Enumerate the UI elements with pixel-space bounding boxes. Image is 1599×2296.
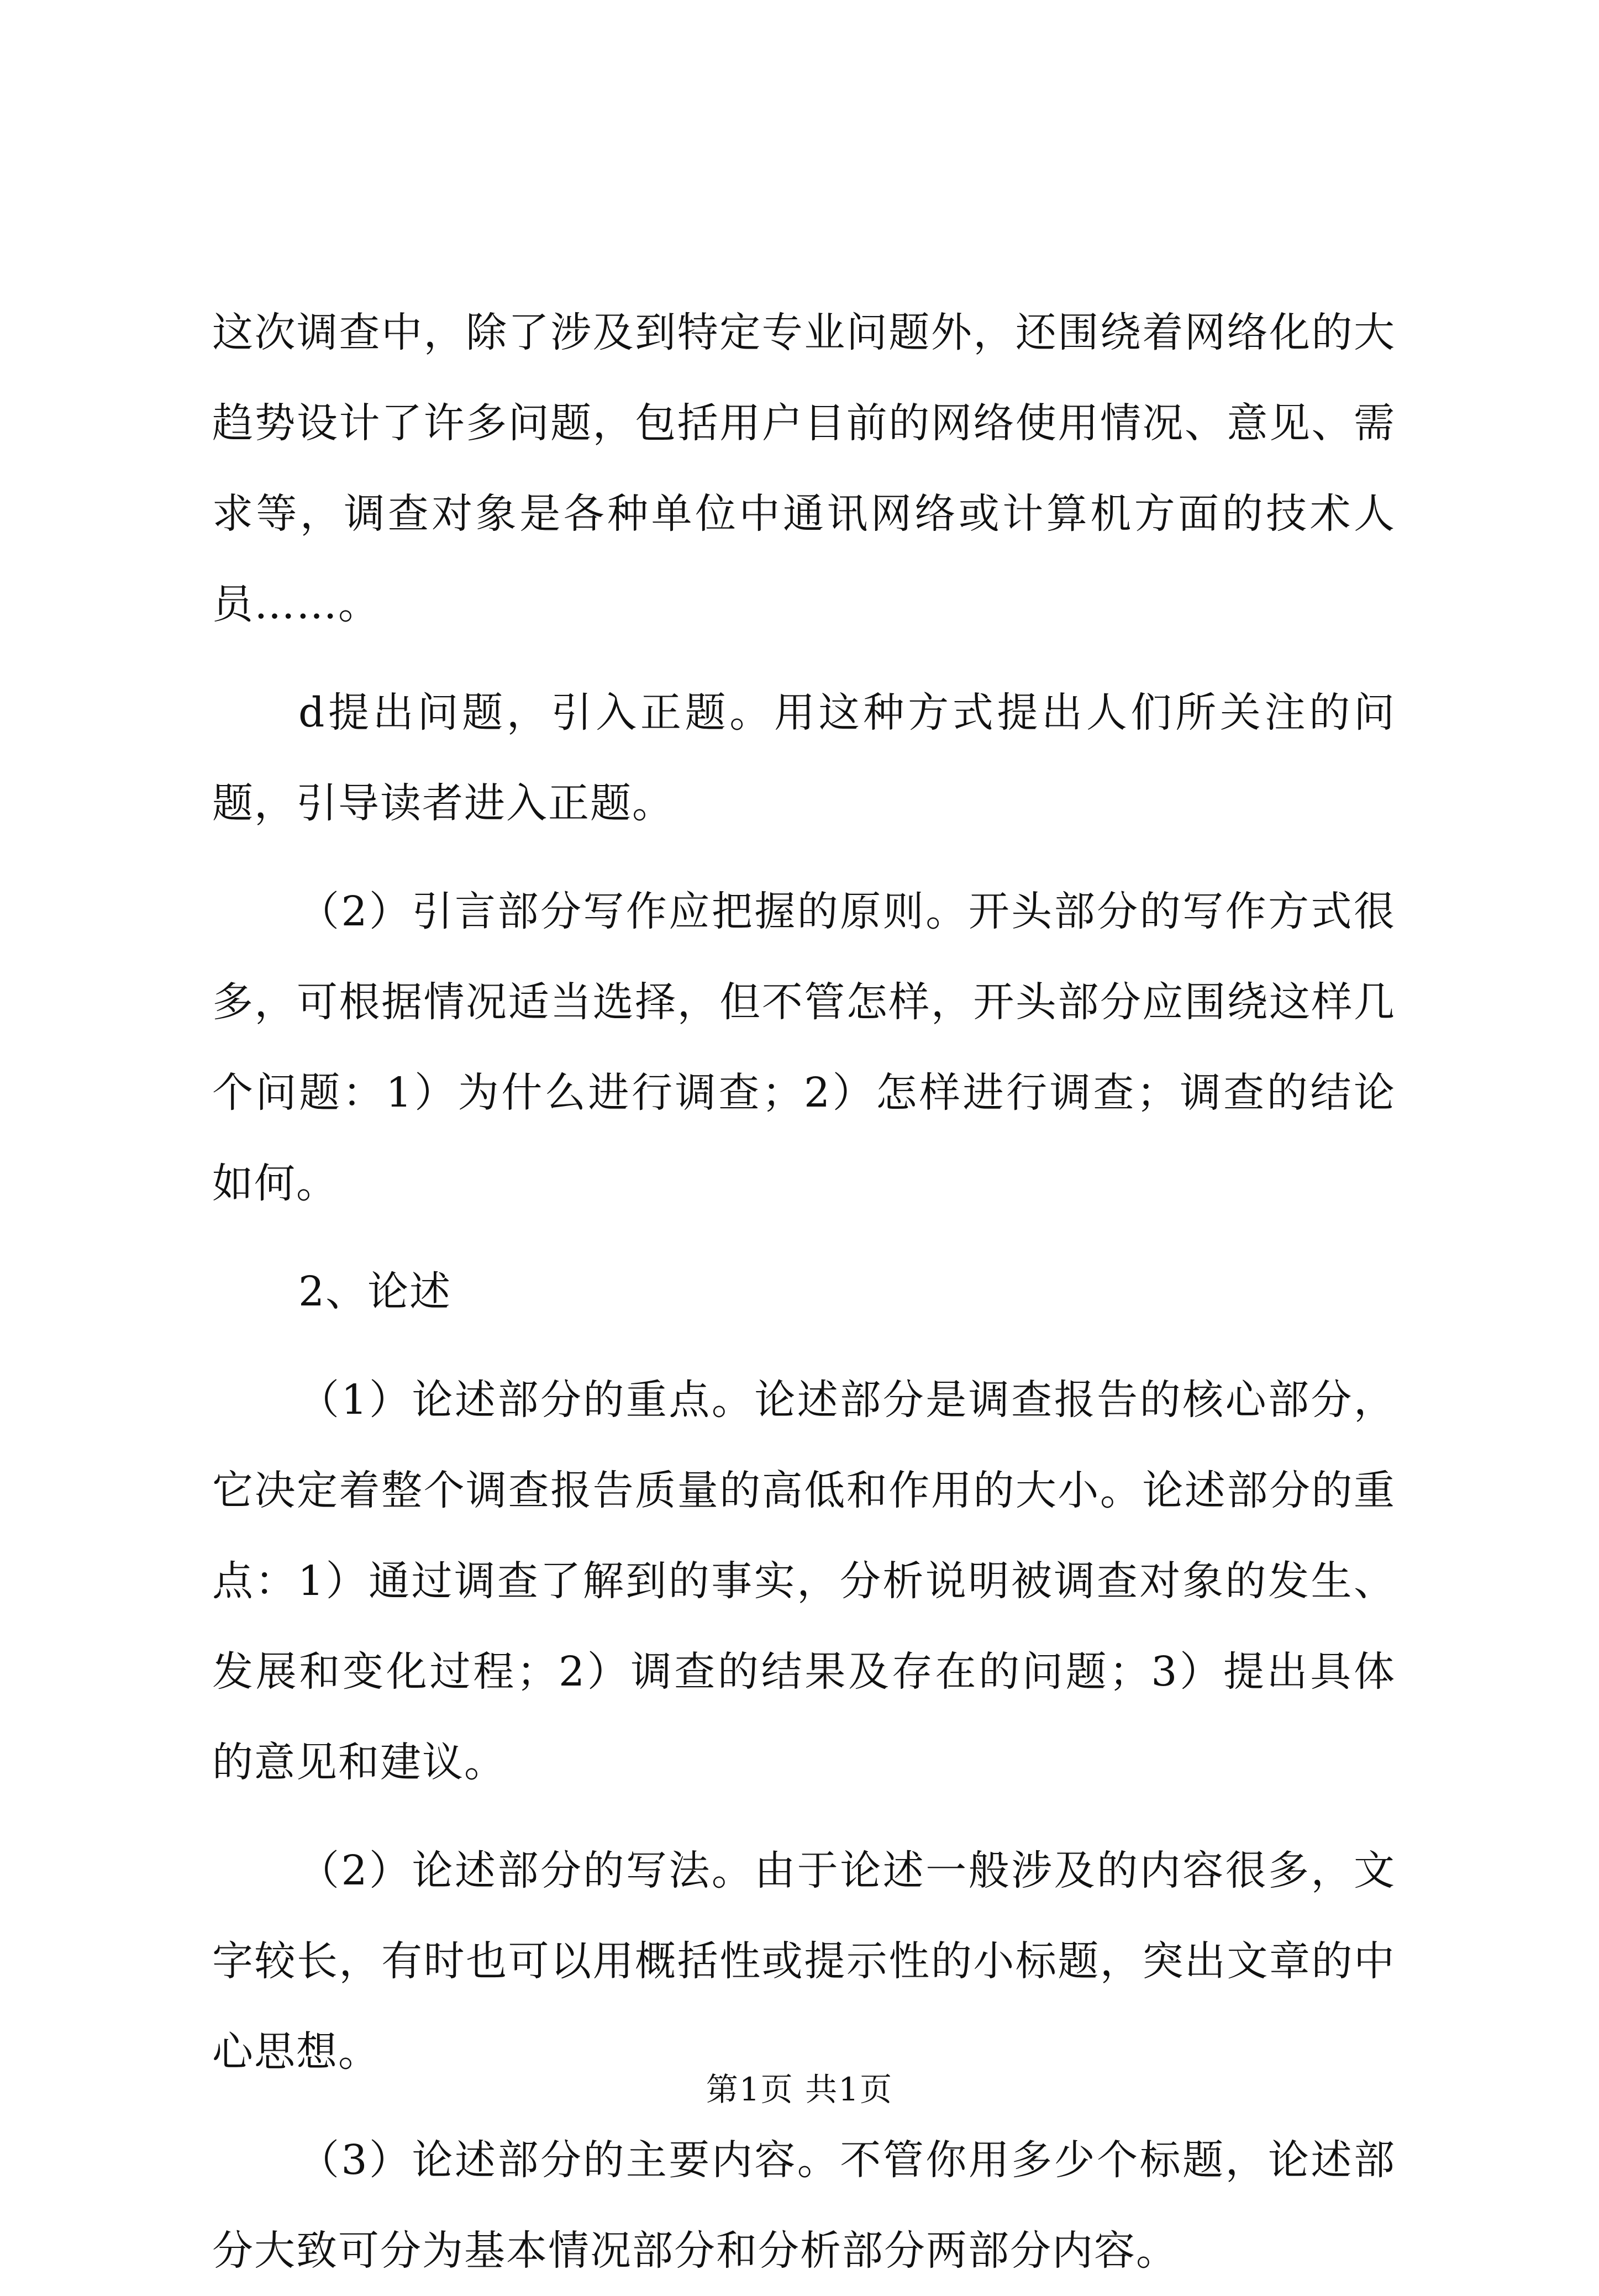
section-heading-2: 2、论述 [298, 1268, 452, 1315]
paragraph-7: （3）论述部分的主要内容。不管你用多少个标题，论述部分大致可分为基本情况部分和分析部分两部分内容。 [212, 2136, 1396, 2274]
paragraph-2: d提出问题，引入正题。用这种方式提出人们所关注的问题，引导读者进入正题。 [212, 689, 1396, 827]
paragraph-gap [212, 849, 1396, 866]
paragraph-gap [212, 650, 1396, 667]
paragraph-gap [212, 1808, 1396, 1825]
paragraph-6: （2）论述部分的写法。由于论述一般涉及的内容很多，文字较长，有时也可以用概括性或提示性的小标题，突出文章的中心思想。 [212, 1847, 1396, 2076]
paragraph-5: （1）论述部分的重点。论述部分是调查报告的核心部分，它决定着整个调查报告质量的高低和作用的大小。论述部分的重点：1）通过调查了解到的事实，分析说明被调查对象的发生、发展和变化过程；2）调查的结果及存在的问题；3）提出具体的意见和建议。 [212, 1376, 1396, 1786]
paragraph-1: 这次调查中，除了涉及到特定专业问题外，还围绕着网络化的大趋势设计了许多问题，包括用户目前的网络使用情况、意见、需求等，调查对象是各种单位中通讯网络或计算机方面的技术人员……。 [212, 309, 1396, 628]
page-footer: 第1页 共1页 [706, 2071, 893, 2108]
paragraph-gap [212, 1229, 1396, 1246]
paragraph-gap [212, 1337, 1396, 1355]
paragraph-3: （2）引言部分写作应把握的原则。开头部分的写作方式很多，可根据情况适当选择，但不管怎样，开头部分应围绕这样几个问题：1）为什么进行调查；2）怎样进行调查；调查的结论如何。 [212, 888, 1396, 1207]
document-body [212, 287, 1396, 2296]
